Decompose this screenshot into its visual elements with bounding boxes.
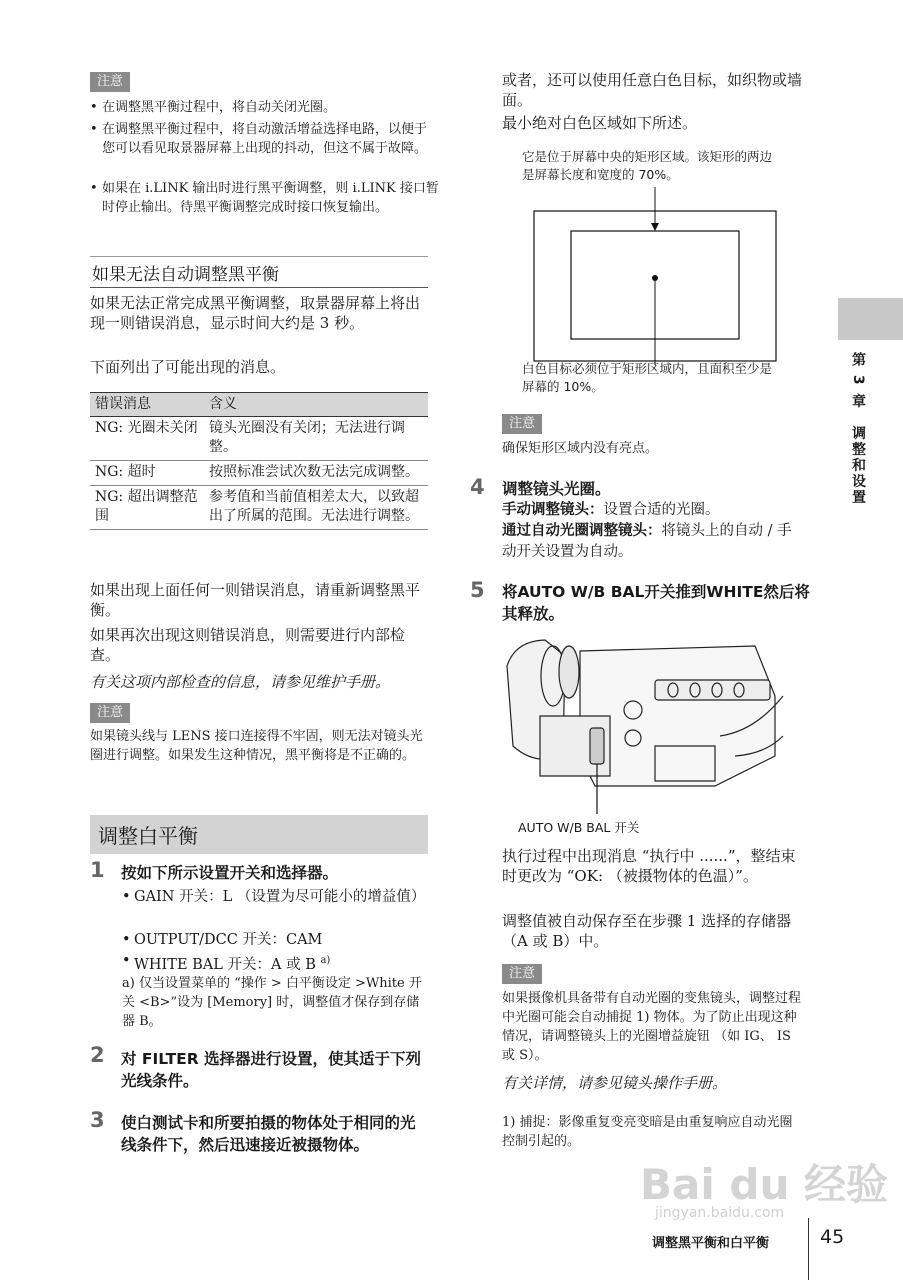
table-header-meaning: 含义 [204, 393, 428, 417]
step-number-5: 5 [470, 578, 485, 602]
note-label-2: 注意 [90, 703, 130, 723]
table-row [90, 486, 428, 530]
note-label-1: 注意 [90, 72, 130, 92]
table-header-message: 错误消息 [90, 393, 204, 417]
step5-text: 将AUTO W/B BAL开关推到WHITE然后将其释放。 [502, 583, 810, 623]
para-executing: 执行过程中出现消息 “执行中 ......”，整结束时更改为 “OK: （被摄物体的色温）”。 [502, 847, 796, 885]
footnote-marker-a: a) [320, 955, 331, 966]
chapter-tab [838, 298, 903, 340]
step4-manual-text: 设置合适的光圈。 [603, 502, 720, 518]
note4-text: 如果摄像机具备带有自动光圈的变焦镜头，调整过程中光圈可能会自动捕捉 1) 物体。为了防止出现这种情况，请调整镜头上的光圈增益旋钮 （如 IG、 IS 或 S）。 [502, 991, 802, 1063]
step4-text: 调整镜头光圈。 [502, 480, 611, 498]
camera-illustration [505, 636, 785, 814]
step1-text: 按如下所示设置开关和选择器。 [121, 864, 339, 882]
step4-manual [502, 500, 802, 521]
para-error-intro: 如果无法正常完成黑平衡调整，取景器屏幕上将出现一则错误消息，显示时间大约是 3 秒。 [90, 294, 421, 332]
note-label-3: 注意 [502, 414, 542, 434]
table-row [90, 461, 428, 486]
italic-maintenance-ref: 有关这项内部检查的信息，请参见维护手册。 [90, 673, 391, 691]
subheading-black-balance: 如果无法自动调整黑平衡 [90, 256, 428, 288]
italic-lens-ref: 有关详情，请参见镜头操作手册。 [502, 1074, 728, 1092]
white-area-diagram [520, 185, 780, 365]
note1-bullet-2: • 在调整黑平衡过程中，将自动激活增益选择电路，以便于您可以看见取景器屏幕上出现的抖动，但这不属于故障。 [90, 120, 432, 158]
step1-item-gain: • GAIN 开关：L （设置为尽可能小的增益值） [122, 887, 434, 907]
table-cell: 按照标准尝试次数无法完成调整。 [204, 461, 428, 486]
step1-footnote: a) 仅当设置菜单的 “操作 > 白平衡设定 >White 开关 <B>”设为 [Memory] 时，调整值才保存到存储器 B。 [122, 976, 422, 1029]
footer-title: 调整黑平衡和白平衡 [652, 1236, 770, 1251]
camera-caption: AUTO W/B BAL 开关 [518, 820, 640, 835]
page-number: 45 [820, 1226, 845, 1248]
note1-bullet-3: • 如果在 i.LINK 输出时进行黑平衡调整，则 i.LINK 接口暂时停止输出。待黑平衡调整完成时接口恢复输出。 [90, 179, 442, 217]
error-table [90, 392, 428, 530]
note-label-4: 注意 [502, 964, 542, 984]
para-min-area: 最小绝对白色区域如下所述。 [502, 114, 698, 132]
step-number-1: 1 [90, 858, 105, 882]
step-number-3: 3 [90, 1108, 105, 1132]
para-white-target: 或者，还可以使用任意白色目标，如织物或墙面。 [502, 71, 803, 109]
table-cell: NG: 超时 [90, 461, 204, 486]
para-messages: 下面列出了可能出现的消息。 [90, 358, 286, 376]
chapter-label: 第 3 章 调整和设置 [850, 352, 866, 506]
step1-item-whitebal [122, 951, 434, 975]
step4-manual-label: 手动调整镜头： [502, 502, 604, 518]
watermark-url: jingyan.baidu.com [655, 1205, 785, 1221]
table-cell: 参考值和当前值相差太大，以致超出了所属的范围。无法进行调整。 [204, 486, 428, 530]
step1-item-output: • OUTPUT/DCC 开关：CAM [122, 930, 434, 950]
footer-divider [808, 1218, 809, 1280]
diagram-top-caption: 它是位于屏幕中央的矩形区域。该矩形的两边是屏幕长度和宽度的 70%。 [522, 149, 773, 182]
step4-auto [502, 521, 802, 563]
step4-auto-text: 将镜头上的自动 / 手动开关设置为自动。 [502, 523, 792, 560]
footnote-capture: 1) 捕捉：影像重复变亮变暗是由重复响应自动光圈控制引起的。 [502, 1115, 793, 1149]
step3-text: 使白测试卡和所要拍摄的物体处于相同的光线条件下，然后迅速接近被摄物体。 [121, 1114, 416, 1154]
watermark-brand: Bai du 经验 [640, 1160, 888, 1209]
step-number-4: 4 [470, 475, 485, 499]
step2-text: 对 FILTER 选择器进行设置，使其适于下列光线条件。 [121, 1050, 422, 1090]
para-retry: 如果出现上面任何一则错误消息，请重新调整黑平衡。 [90, 581, 421, 619]
para-inspection: 如果再次出现这则错误消息，则需要进行内部检查。 [90, 626, 406, 664]
para-saved: 调整值被自动保存至在步骤 1 选择的存储器 （A 或 B）中。 [502, 912, 792, 950]
table-cell: NG: 光圈未关闭 [90, 417, 204, 461]
note2-text: 如果镜头线与 LENS 接口连接得不牢固，则无法对镜头光圈进行调整。如果发生这种情况，黑平衡将是不正确的。 [90, 729, 423, 763]
arrow-head-icon [651, 223, 659, 231]
table-cell: 镜头光圈没有关闭；无法进行调整。 [204, 417, 428, 461]
table-cell: NG: 超出调整范围 [90, 486, 204, 530]
diagram-bottom-caption: 白色目标必须位于矩形区域内，且面积至少是屏幕的 10%。 [522, 361, 773, 394]
note1-bullet-1: • 在调整黑平衡过程中，将自动关闭光圈。 [90, 98, 437, 117]
table-row [90, 417, 428, 461]
step1-item-whitebal-text: WHITE BAL 开关：A 或 B [134, 956, 316, 973]
step-number-2: 2 [90, 1043, 105, 1067]
step4-auto-label: 通过自动光圈调整镜头： [502, 523, 662, 539]
note3-text: 确保矩形区域内没有亮点。 [502, 441, 659, 456]
section-title-white-balance: 调整白平衡 [90, 815, 428, 854]
